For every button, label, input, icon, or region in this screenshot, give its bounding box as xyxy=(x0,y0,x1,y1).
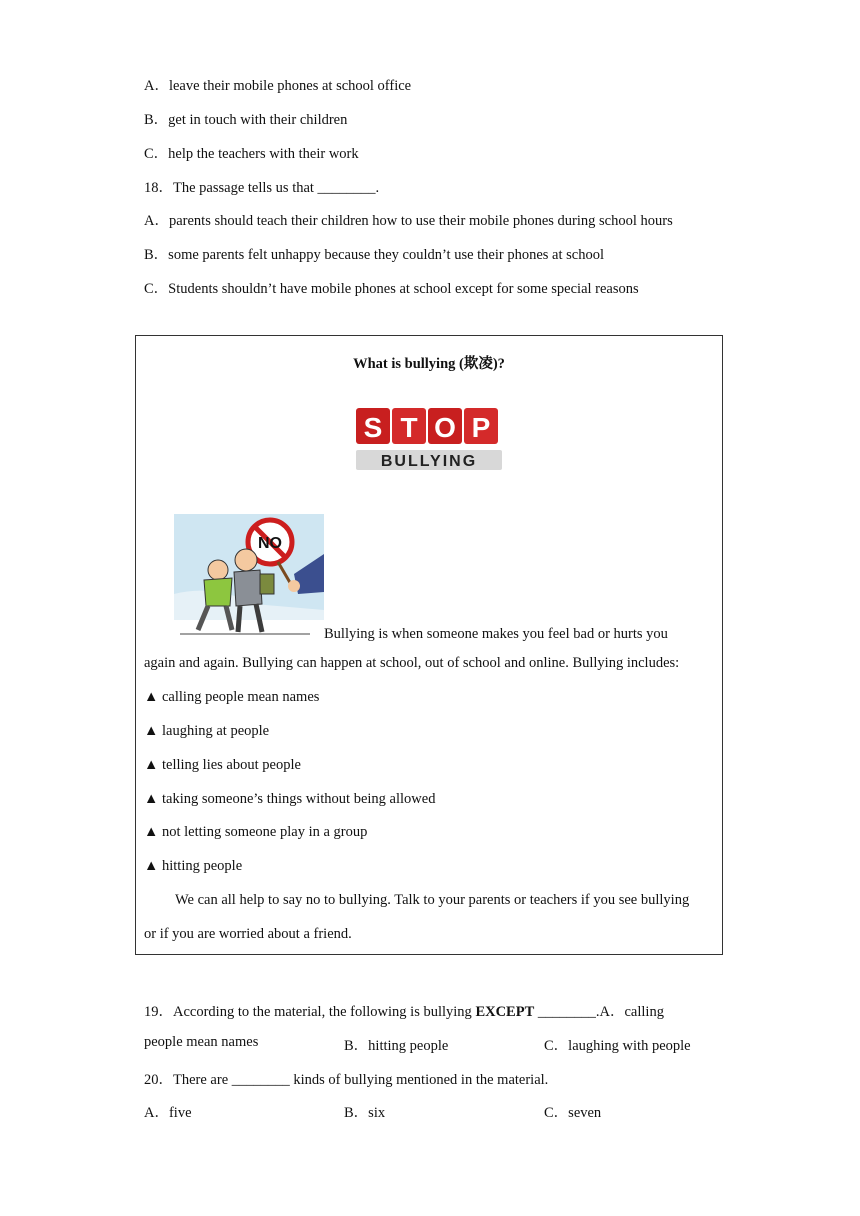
q20-option-a: A．five xyxy=(144,1105,192,1121)
svg-text:BULLYING: BULLYING xyxy=(380,453,478,470)
bullet-item xyxy=(144,723,269,740)
material-title: What is bullying (欺凌)? xyxy=(353,356,505,372)
q18-option-b: B．some parents felt unhappy because they couldn’t use their phones at school xyxy=(144,247,604,263)
bullet-marker: ▲ xyxy=(144,689,159,705)
bullet-text: telling lies about people xyxy=(161,757,301,773)
bullet-marker: ▲ xyxy=(144,824,159,840)
q20-option-b: B．six xyxy=(344,1105,386,1121)
stop-bullying-logo xyxy=(354,404,504,481)
bullet-marker: ▲ xyxy=(144,757,159,773)
q20-option-c: C．seven xyxy=(544,1105,602,1121)
bullet-text: hitting people xyxy=(161,858,243,874)
q18-stem: 18．The passage tells us that ________. xyxy=(144,180,380,196)
bullet-marker: ▲ xyxy=(144,723,159,739)
bullet-item xyxy=(144,824,367,841)
closing-line-2: or if you are worried about a friend. xyxy=(144,926,352,942)
bullet-item xyxy=(144,791,435,808)
q20-stem: 20．There are ________ kinds of bullying mentioned in the material. xyxy=(144,1072,549,1088)
bullet-text: taking someone’s things without being allowed xyxy=(161,791,436,807)
bullet-text: not letting someone play in a group xyxy=(161,824,368,840)
bullet-item xyxy=(144,689,319,706)
svg-text:T: T xyxy=(400,412,418,443)
q19-stem-start: 19．According to the material, the following is bullying xyxy=(144,1004,476,1020)
intro-line-2: again and again. Bullying can happen at school, out of school and online. Bullying includes: xyxy=(144,655,680,671)
svg-text:S: S xyxy=(363,412,383,443)
cartoon-no-sign: NO xyxy=(258,535,282,552)
q17-option-c: C．help the teachers with their work xyxy=(144,146,359,162)
bullet-marker: ▲ xyxy=(144,858,159,874)
q18-option-a: A．parents should teach their children how to use their mobile phones during school hours xyxy=(144,213,673,229)
q19-stem-end: ________.A．calling xyxy=(534,1004,664,1020)
bullet-item xyxy=(144,757,301,774)
q19-stem-bold: EXCEPT xyxy=(475,1004,535,1020)
bullet-marker: ▲ xyxy=(144,791,159,807)
intro-line-1: Bullying is when someone makes you feel bad or hurts you xyxy=(324,626,668,642)
q17-option-a: A．leave their mobile phones at school office xyxy=(144,78,412,94)
q19-stem xyxy=(144,1000,664,1021)
closing-line-1: We can all help to say no to bullying. Talk to your parents or teachers if you see bullying xyxy=(175,892,690,908)
q19-option-c: C．laughing with people xyxy=(544,1038,691,1054)
bullet-item xyxy=(144,858,242,875)
bullet-text: calling people mean names xyxy=(161,689,320,705)
svg-text:O: O xyxy=(434,412,456,443)
q19-option-a-cont: people mean names xyxy=(144,1034,259,1050)
q17-option-b: B．get in touch with their children xyxy=(144,112,348,128)
bullying-cartoon-image xyxy=(174,514,324,638)
bullet-text: laughing at people xyxy=(161,723,270,739)
svg-text:P: P xyxy=(471,412,491,443)
q18-option-c: C．Students shouldn’t have mobile phones at school except for some special reasons xyxy=(144,281,639,297)
q19-option-b: B．hitting people xyxy=(344,1038,449,1054)
reading-material-box xyxy=(135,335,723,955)
